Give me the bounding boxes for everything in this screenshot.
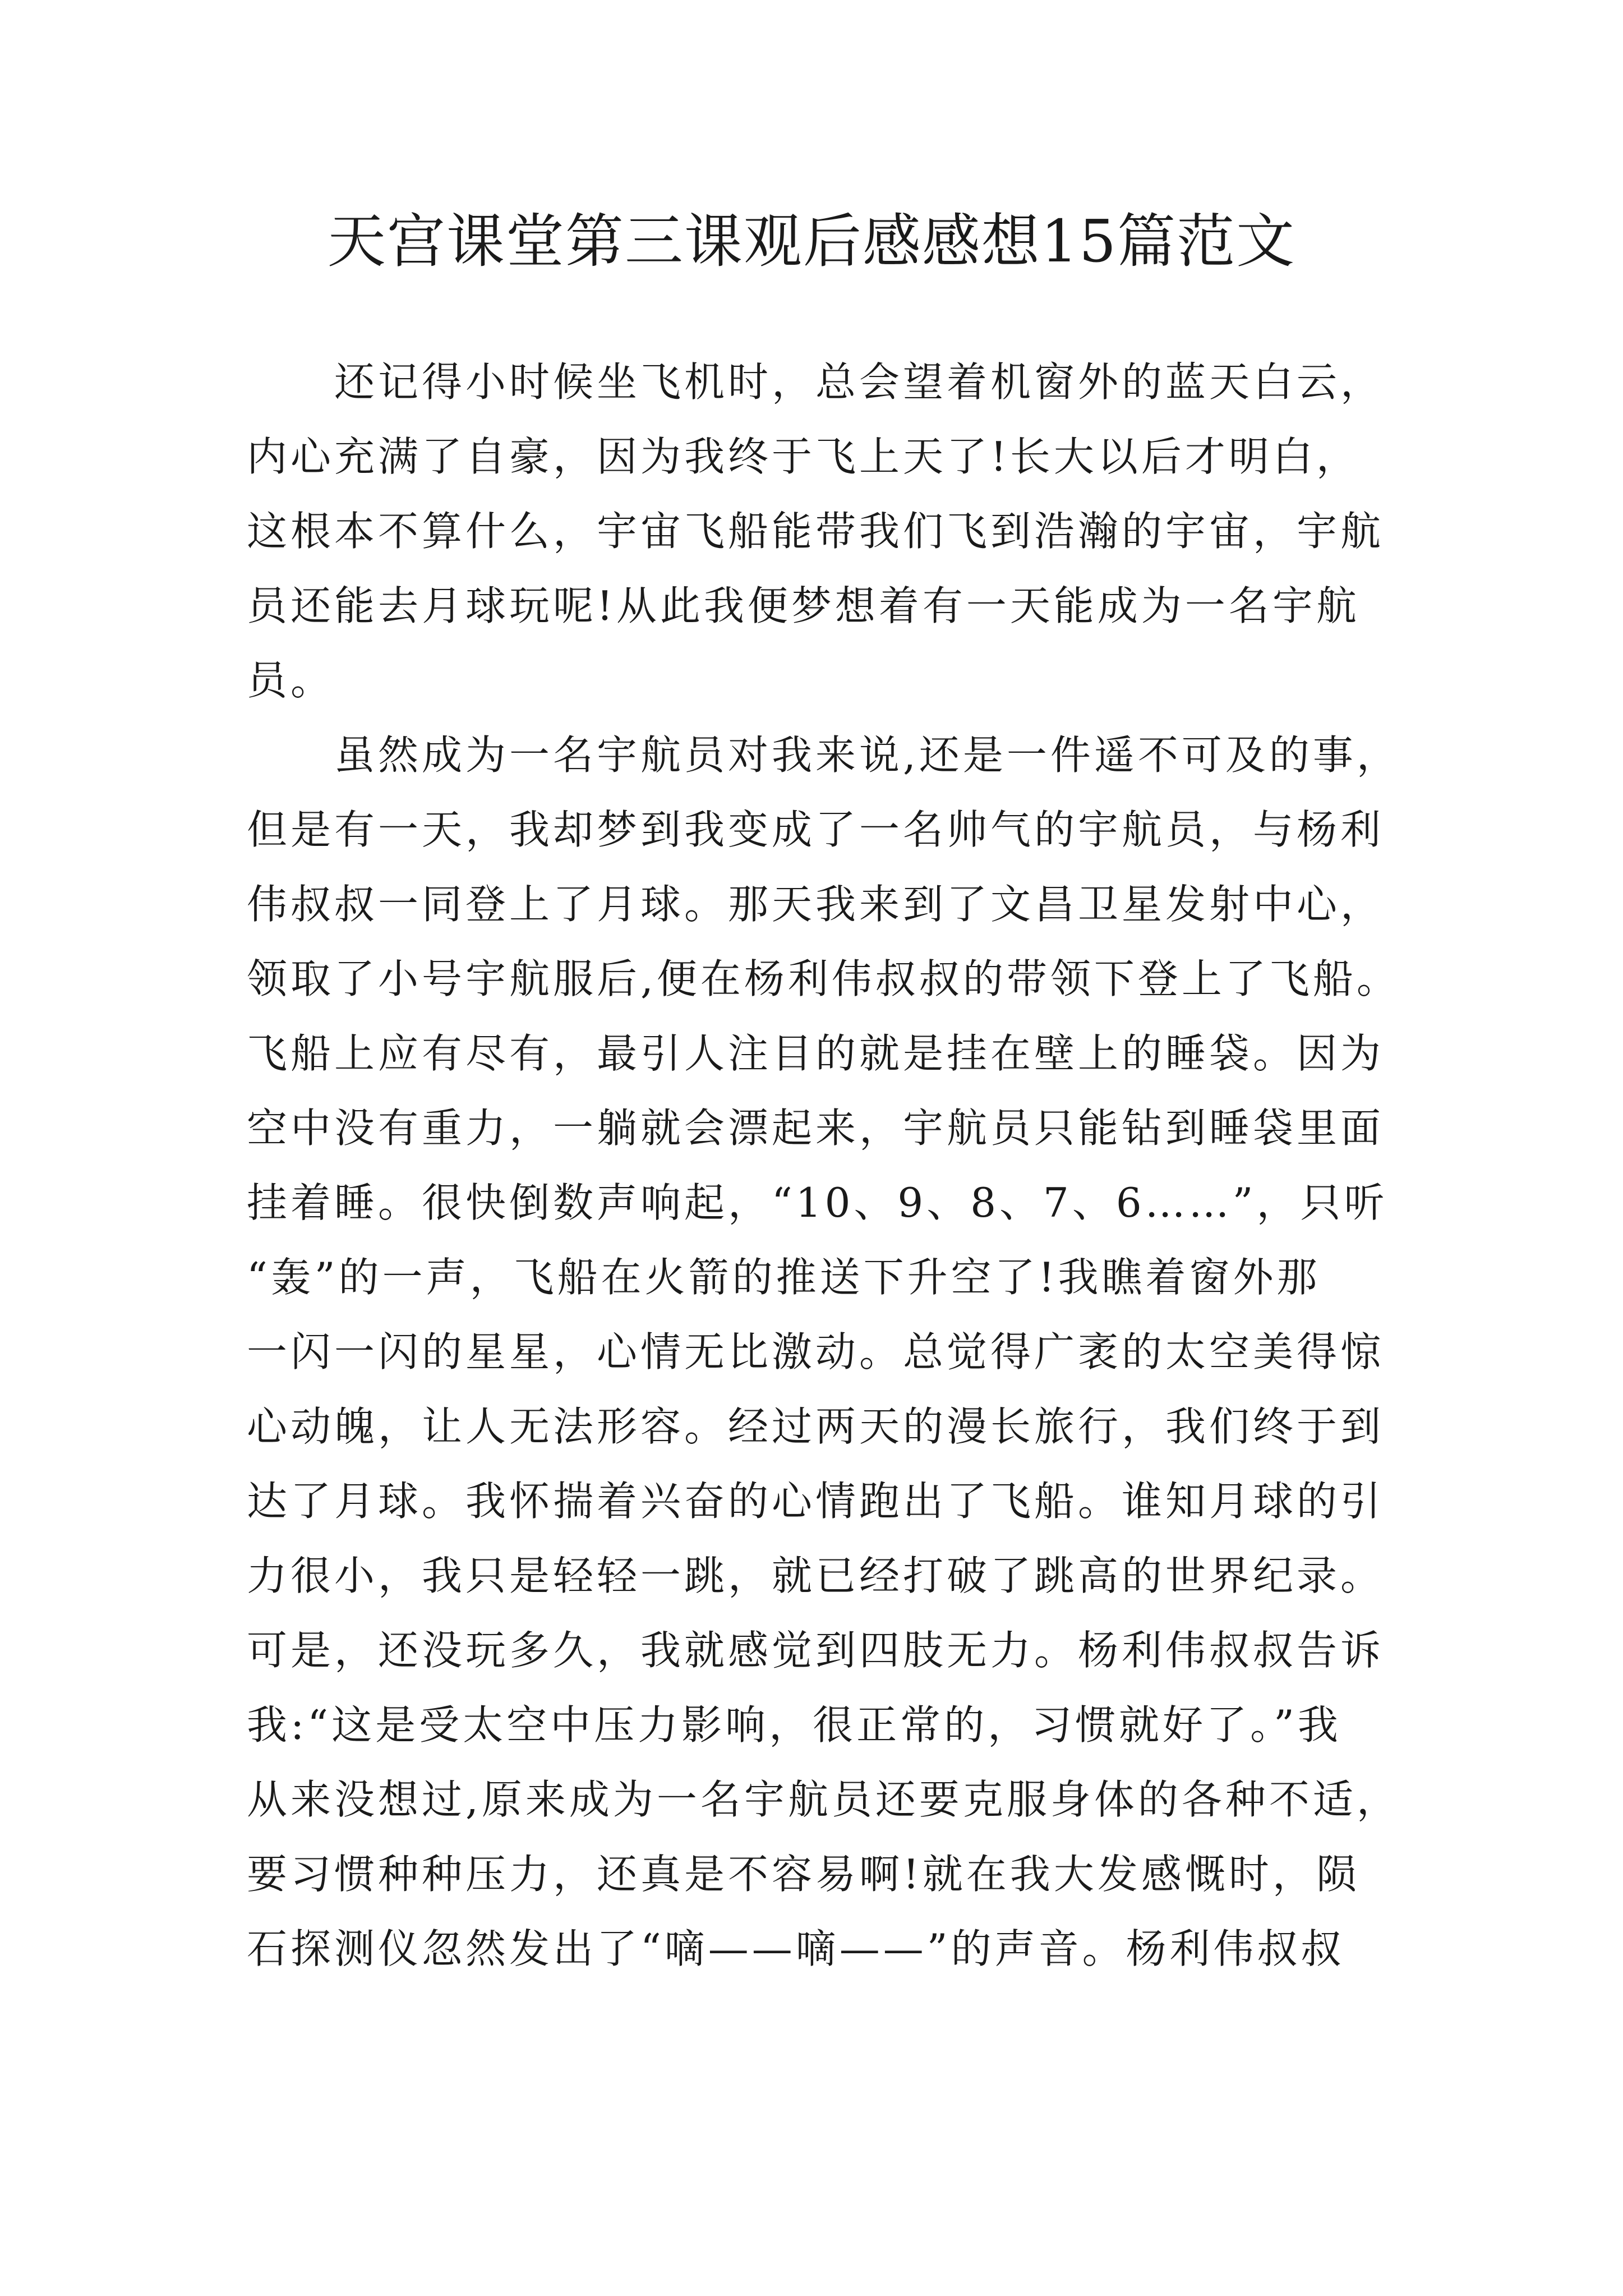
document-body <box>247 345 1400 1986</box>
text-line: 我:“这是受太空中压力影响，很正常的，习惯就好了。”我 <box>247 1701 1341 1749</box>
text-line: 心动魄，让人无法形容。经过两天的漫长旅行，我们终于到 <box>247 1403 1385 1450</box>
text-line: 这根本不算什么，宇宙飞船能带我们飞到浩瀚的宇宙，宇航 <box>247 508 1385 555</box>
text-line: 但是有一天，我却梦到我变成了一名帅气的宇航员，与杨利 <box>247 806 1385 853</box>
text-line: 石探测仪忽然发出了“嘀——嘀——”的声音。杨利伟叔叔 <box>247 1925 1345 1972</box>
text-line: 一闪一闪的星星，心情无比激动。总觉得广袤的太空美得惊 <box>247 1328 1385 1375</box>
text-line: 虽然成为一名宇航员对我来说,还是一件遥不可及的事， <box>247 731 1400 779</box>
text-line: 要习惯种种压力，还真是不容易啊!就在我大发感慨时，陨 <box>247 1851 1360 1898</box>
text-line: 挂着睡。很快倒数声响起，“10、9、8、7、6……”，只听 <box>247 1179 1388 1226</box>
text-line: “轰”的一声，飞船在火箭的推送下升空了!我瞧着窗外那 <box>247 1254 1321 1301</box>
paragraph <box>247 345 1391 718</box>
text-line: 员。 <box>247 657 335 704</box>
text-line: 力很小，我只是轻轻一跳，就已经打破了跳高的世界纪录。 <box>247 1552 1385 1599</box>
text-line: 还记得小时候坐飞机时，总会望着机窗外的蓝天白云， <box>247 358 1385 406</box>
text-line: 伟叔叔一同登上了月球。那天我来到了文昌卫星发射中心， <box>247 881 1385 928</box>
text-line: 达了月球。我怀揣着兴奋的心情跑出了飞船。谁知月球的引 <box>247 1478 1385 1525</box>
text-line: 可是，还没玩多久，我就感觉到四肢无力。杨利伟叔叔告诉 <box>247 1627 1385 1674</box>
text-line: 飞船上应有尽有，最引人注目的就是挂在壁上的睡袋。因为 <box>247 1030 1385 1077</box>
document-title: 天宫课堂第三课观后感感想15篇范文 <box>327 207 1296 275</box>
paragraph <box>247 718 1400 1986</box>
text-line: 内心充满了自豪，因为我终于飞上天了!长大以后才明白， <box>247 433 1360 480</box>
text-line: 领取了小号宇航服后,便在杨利伟叔叔的带领下登上了飞船。 <box>247 955 1400 1002</box>
text-line: 空中没有重力，一躺就会漂起来，宇航员只能钻到睡袋里面 <box>247 1105 1385 1152</box>
text-line: 从来没想过,原来成为一名宇航员还要克服身体的各种不适， <box>247 1776 1400 1823</box>
text-line: 员还能去月球玩呢!从此我便梦想着有一天能成为一名宇航 <box>247 582 1360 629</box>
